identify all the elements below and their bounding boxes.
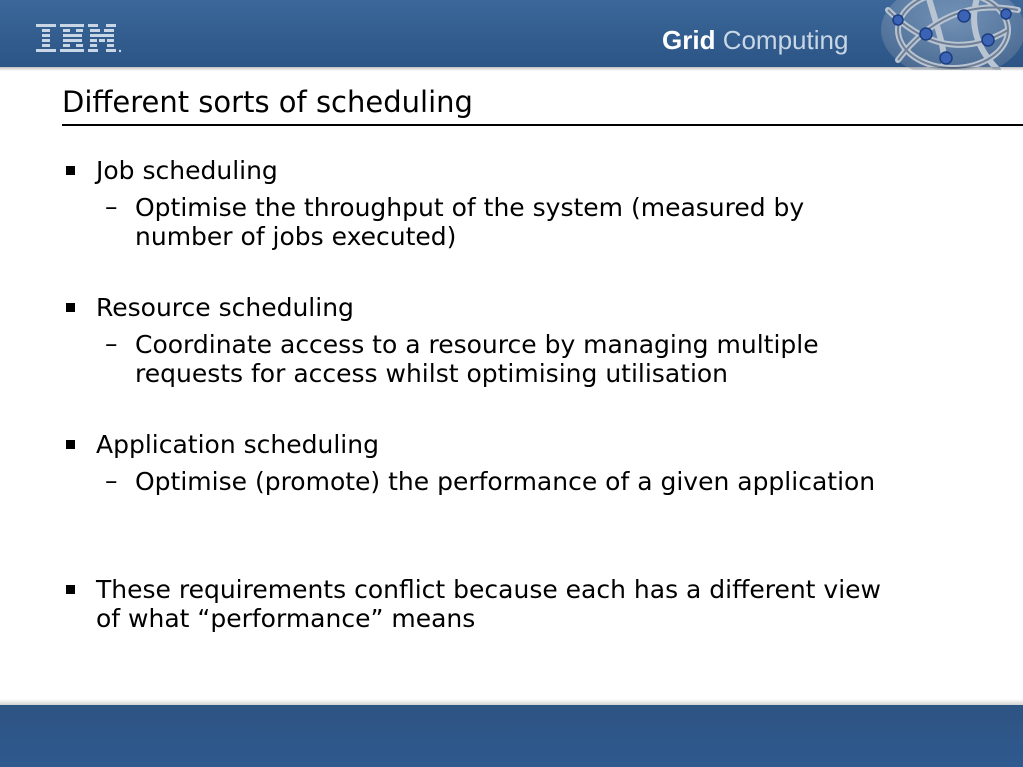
bullet-text: Job scheduling: [96, 156, 278, 185]
header-bar: [0, 0, 1023, 67]
brand-light-text: Computing: [722, 25, 849, 55]
sub-bullet-line: Optimise (promote) the performance of a given application: [135, 467, 876, 496]
slide-title: Different sorts of scheduling: [62, 85, 473, 119]
square-bullet-icon: [66, 166, 75, 175]
bullet-text: Resource scheduling: [96, 293, 354, 322]
square-bullet-icon: [66, 440, 75, 449]
ibm-logo: [36, 22, 122, 54]
bullet-text: Application scheduling: [96, 430, 379, 459]
sub-bullet-line: Optimise the throughput of the system (measured by: [135, 193, 805, 222]
sub-bullet-line: Coordinate access to a resource by managing multiple: [135, 330, 819, 359]
sub-bullet-line: number of jobs executed): [135, 222, 457, 251]
grid-globe-icon: [868, 0, 1023, 70]
bullet-text-line: These requirements conflict because each has a different view: [96, 575, 881, 604]
dash-marker: –: [105, 192, 118, 221]
square-bullet-icon: [66, 585, 75, 594]
footer-bar: [0, 705, 1023, 767]
bullet-text-line: of what “performance” means: [96, 604, 476, 633]
title-underline: [62, 124, 1023, 126]
brand-strong-text: Grid: [662, 25, 716, 55]
sub-bullet-line: requests for access whilst optimising utilisation: [135, 359, 729, 388]
dash-marker: –: [105, 466, 118, 495]
header-shadow: [0, 67, 1023, 71]
brand-title: [662, 24, 848, 56]
square-bullet-icon: [66, 303, 75, 312]
dash-marker: –: [105, 329, 118, 358]
